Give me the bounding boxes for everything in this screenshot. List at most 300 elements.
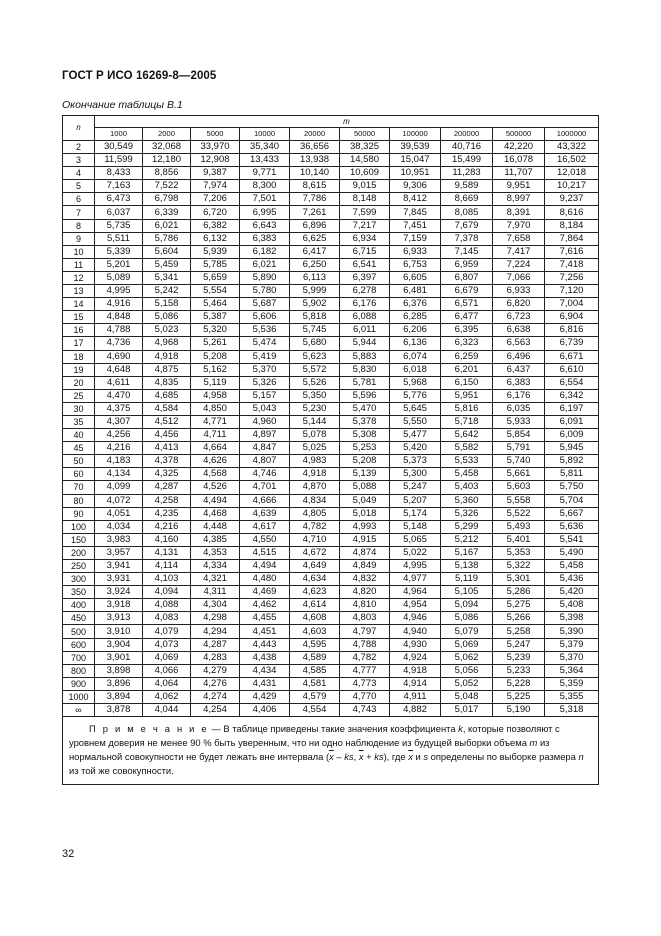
k-value-cell: 4,954	[390, 599, 441, 612]
k-value-cell: 5,968	[390, 376, 441, 389]
k-value-cell: 4,088	[143, 599, 191, 612]
k-value-cell: 9,306	[390, 180, 441, 193]
k-value-cell: 5,490	[545, 546, 599, 559]
k-value-cell: 4,664	[191, 442, 240, 455]
k-value-cell: 4,131	[143, 546, 191, 559]
k-value-cell: 4,777	[340, 664, 390, 677]
k-value-cell: 4,603	[290, 625, 340, 638]
k-value-cell: 5,355	[545, 690, 599, 703]
k-value-cell: 5,522	[493, 507, 545, 520]
k-value-cell: 4,550	[240, 533, 290, 546]
k-value-cell: 4,805	[290, 507, 340, 520]
k-value-cell: 4,918	[390, 664, 441, 677]
k-value-cell: 6,933	[493, 285, 545, 298]
k-value-cell: 6,605	[390, 271, 441, 284]
table-row	[63, 494, 599, 507]
k-value-cell: 5,636	[545, 520, 599, 533]
k-value-cell: 6,933	[390, 245, 441, 258]
k-value-cell: 5,023	[143, 324, 191, 337]
table-row	[63, 298, 599, 311]
k-value-cell: 7,974	[191, 180, 240, 193]
k-value-cell: 6,021	[240, 258, 290, 271]
k-value-cell: 6,481	[390, 285, 441, 298]
k-value-cell: 4,589	[290, 651, 340, 664]
k-value-cell: 7,522	[143, 180, 191, 193]
table-row	[63, 167, 599, 180]
k-value-cell: 5,370	[240, 363, 290, 376]
k-value-cell: 5,086	[143, 311, 191, 324]
k-value-cell: 4,274	[191, 690, 240, 703]
k-value-cell: 5,228	[493, 677, 545, 690]
k-value-cell: 4,797	[340, 625, 390, 638]
k-value-cell: 11,707	[493, 167, 545, 180]
k-value-cell: 4,850	[191, 402, 240, 415]
k-value-cell: 33,970	[191, 141, 240, 154]
note-text: и	[412, 751, 424, 763]
m-value-header: 500000	[493, 128, 545, 141]
k-value-cell: 4,924	[390, 651, 441, 664]
k-value-cell: 6,037	[95, 206, 143, 219]
k-value-cell: 5,339	[95, 245, 143, 258]
n-value-cell: 2	[63, 141, 95, 154]
table-row	[63, 664, 599, 677]
k-value-cell: 5,811	[545, 468, 599, 481]
k-value-cell: 4,480	[240, 573, 290, 586]
k-value-cell: 5,158	[143, 298, 191, 311]
k-value-cell: 4,849	[340, 560, 390, 573]
k-value-cell: 4,788	[95, 324, 143, 337]
note-var-n: n	[578, 751, 584, 763]
k-value-cell: 5,025	[290, 442, 340, 455]
n-value-cell: 11	[63, 258, 95, 271]
k-value-cell: 42,220	[493, 141, 545, 154]
k-value-cell: 8,616	[545, 206, 599, 219]
k-value-cell: 16,078	[493, 154, 545, 167]
k-value-cell: 4,585	[290, 664, 340, 677]
k-value-cell: 4,940	[390, 625, 441, 638]
k-value-cell: 4,034	[95, 520, 143, 533]
k-value-cell: 5,474	[240, 337, 290, 350]
n-value-cell: 3	[63, 154, 95, 167]
k-value-cell: 4,771	[191, 415, 240, 428]
n-value-cell: 90	[63, 507, 95, 520]
k-value-cell: 4,254	[191, 704, 240, 717]
k-value-cell: 5,645	[390, 402, 441, 415]
k-value-cell: 5,326	[441, 507, 493, 520]
note-var-ks: ks	[374, 751, 384, 763]
k-value-cell: 4,710	[290, 533, 340, 546]
k-value-cell: 4,468	[191, 507, 240, 520]
n-value-cell: 18	[63, 350, 95, 363]
table-row	[63, 690, 599, 703]
k-value-cell: 5,089	[95, 271, 143, 284]
k-value-cell: 9,015	[340, 180, 390, 193]
k-value-cell: 5,341	[143, 271, 191, 284]
table-row	[63, 481, 599, 494]
k-value-cell: 6,496	[493, 350, 545, 363]
k-value-cell: 5,247	[390, 481, 441, 494]
k-value-cell: 4,581	[290, 677, 340, 690]
k-value-cell: 5,052	[441, 677, 493, 690]
n-value-cell: 7	[63, 206, 95, 219]
k-value-cell: 4,782	[290, 520, 340, 533]
k-value-cell: 4,512	[143, 415, 191, 428]
k-value-cell: 4,968	[143, 337, 191, 350]
k-value-cell: 4,413	[143, 442, 191, 455]
k-value-cell: 6,011	[340, 324, 390, 337]
k-value-cell: 7,159	[390, 232, 441, 245]
note-row	[63, 717, 599, 785]
k-value-cell: 4,103	[143, 573, 191, 586]
k-value-cell: 7,864	[545, 232, 599, 245]
coefficient-table	[62, 115, 599, 785]
k-value-cell: 5,687	[240, 298, 290, 311]
n-value-cell: 150	[63, 533, 95, 546]
k-value-cell: 6,625	[290, 232, 340, 245]
k-value-cell: 4,614	[290, 599, 340, 612]
k-value-cell: 4,378	[143, 455, 191, 468]
k-value-cell: 5,062	[441, 651, 493, 664]
k-value-cell: 7,845	[390, 206, 441, 219]
k-value-cell: 5,139	[340, 468, 390, 481]
k-value-cell: 6,807	[441, 271, 493, 284]
table-row	[63, 520, 599, 533]
k-value-cell: 5,558	[493, 494, 545, 507]
k-value-cell: 6,477	[441, 311, 493, 324]
k-value-cell: 7,206	[191, 193, 240, 206]
k-value-cell: 5,470	[340, 402, 390, 415]
k-value-cell: 5,403	[441, 481, 493, 494]
k-value-cell: 4,072	[95, 494, 143, 507]
k-value-cell: 4,875	[143, 363, 191, 376]
table-row	[63, 638, 599, 651]
k-value-cell: 12,908	[191, 154, 240, 167]
k-value-cell: 8,300	[240, 180, 290, 193]
k-value-cell: 4,443	[240, 638, 290, 651]
m-value-header: 2000	[143, 128, 191, 141]
k-value-cell: 4,847	[240, 442, 290, 455]
n-value-cell: 19	[63, 363, 95, 376]
k-value-cell: 6,959	[441, 258, 493, 271]
k-value-cell: 8,615	[290, 180, 340, 193]
k-value-cell: 4,066	[143, 664, 191, 677]
note-text: , которые позволяют с уровнем доверия не менее 90 % быть уверенным, что ни одно наблюдение из будущей выборки объема	[69, 723, 560, 749]
k-value-cell: 5,401	[493, 533, 545, 546]
k-value-cell: 7,224	[493, 258, 545, 271]
k-value-cell: 4,044	[143, 704, 191, 717]
note-text: ,	[353, 751, 359, 763]
k-value-cell: 6,250	[290, 258, 340, 271]
k-value-cell: 5,201	[95, 258, 143, 271]
k-value-cell: 5,022	[390, 546, 441, 559]
k-value-cell: 5,704	[545, 494, 599, 507]
k-value-cell: 4,073	[143, 638, 191, 651]
n-value-cell: 20	[63, 376, 95, 389]
k-value-cell: 5,230	[290, 402, 340, 415]
k-value-cell: 5,776	[390, 389, 441, 402]
k-value-cell: 8,412	[390, 193, 441, 206]
n-value-cell: 500	[63, 625, 95, 638]
k-value-cell: 4,470	[95, 389, 143, 402]
k-value-cell: 5,162	[191, 363, 240, 376]
k-value-cell: 6,541	[340, 258, 390, 271]
k-value-cell: 6,643	[240, 219, 290, 232]
table-row	[63, 704, 599, 717]
k-value-cell: 7,066	[493, 271, 545, 284]
table-row	[63, 560, 599, 573]
k-value-cell: 3,924	[95, 586, 143, 599]
k-value-cell: 10,217	[545, 180, 599, 193]
k-value-cell: 5,370	[545, 651, 599, 664]
k-value-cell: 4,062	[143, 690, 191, 703]
k-value-cell: 6,383	[240, 232, 290, 245]
k-value-cell: 6,896	[290, 219, 340, 232]
k-value-cell: 4,455	[240, 612, 290, 625]
k-value-cell: 5,390	[545, 625, 599, 638]
k-value-cell: 4,287	[143, 481, 191, 494]
k-value-cell: 10,140	[290, 167, 340, 180]
note-var-s: s	[423, 751, 429, 763]
k-value-cell: 4,462	[240, 599, 290, 612]
k-value-cell: 4,666	[240, 494, 290, 507]
k-value-cell: 5,791	[493, 442, 545, 455]
table-row	[63, 599, 599, 612]
k-value-cell: 4,626	[191, 455, 240, 468]
k-value-cell: 4,515	[240, 546, 290, 559]
table-row	[63, 442, 599, 455]
table-row	[63, 258, 599, 271]
k-value-cell: 5,049	[340, 494, 390, 507]
m-values-row	[63, 128, 599, 141]
k-value-cell: 5,018	[340, 507, 390, 520]
k-value-cell: 14,580	[340, 154, 390, 167]
k-value-cell: 6,342	[545, 389, 599, 402]
k-value-cell: 4,746	[240, 468, 290, 481]
k-value-cell: 6,638	[493, 324, 545, 337]
k-value-cell: 4,672	[290, 546, 340, 559]
k-value-cell: 4,914	[390, 677, 441, 690]
table-row	[63, 586, 599, 599]
k-value-cell: 4,353	[191, 546, 240, 559]
k-value-cell: 4,334	[191, 560, 240, 573]
k-value-cell: 5,939	[191, 245, 240, 258]
k-value-cell: 4,216	[95, 442, 143, 455]
table-row	[63, 337, 599, 350]
k-value-cell: 4,634	[290, 573, 340, 586]
k-value-cell: 5,818	[290, 311, 340, 324]
k-value-cell: 7,599	[340, 206, 390, 219]
k-value-cell: 5,785	[191, 258, 240, 271]
k-value-cell: 4,406	[240, 704, 290, 717]
k-value-cell: 13,433	[240, 154, 290, 167]
k-value-cell: 6,753	[390, 258, 441, 271]
n-value-cell: 9	[63, 232, 95, 245]
table-row	[63, 311, 599, 324]
k-value-cell: 4,685	[143, 389, 191, 402]
k-value-cell: 5,353	[493, 546, 545, 559]
k-value-cell: 5,781	[340, 376, 390, 389]
k-value-cell: 5,148	[390, 520, 441, 533]
note-text: ), где	[383, 751, 409, 763]
k-value-cell: 5,364	[545, 664, 599, 677]
k-value-cell: 5,606	[240, 311, 290, 324]
k-value-cell: 6,339	[143, 206, 191, 219]
table-row	[63, 154, 599, 167]
m-value-header: 1000000	[545, 128, 599, 141]
k-value-cell: 4,911	[390, 690, 441, 703]
table-row	[63, 389, 599, 402]
k-value-cell: 5,056	[441, 664, 493, 677]
k-value-cell: 5,144	[290, 415, 340, 428]
k-value-cell: 4,568	[191, 468, 240, 481]
k-value-cell: 8,433	[95, 167, 143, 180]
k-value-cell: 3,941	[95, 560, 143, 573]
k-value-cell: 5,105	[441, 586, 493, 599]
table-row	[63, 271, 599, 284]
k-value-cell: 4,325	[143, 468, 191, 481]
k-value-cell: 4,294	[191, 625, 240, 638]
k-value-cell: 5,459	[143, 258, 191, 271]
k-value-cell: 4,431	[240, 677, 290, 690]
n-value-cell: 900	[63, 677, 95, 690]
k-value-cell: 4,451	[240, 625, 290, 638]
m-column-header: m	[95, 116, 599, 128]
table-row	[63, 429, 599, 442]
k-value-cell: 6,009	[545, 429, 599, 442]
k-value-cell: 8,085	[441, 206, 493, 219]
k-value-cell: 4,736	[95, 337, 143, 350]
k-value-cell: 6,571	[441, 298, 493, 311]
k-value-cell: 5,373	[390, 455, 441, 468]
k-value-cell: 5,266	[493, 612, 545, 625]
k-value-cell: 4,995	[95, 285, 143, 298]
k-value-cell: 6,176	[493, 389, 545, 402]
k-value-cell: 4,649	[290, 560, 340, 573]
k-value-cell: 9,387	[191, 167, 240, 180]
k-value-cell: 10,609	[340, 167, 390, 180]
k-value-cell: 4,079	[143, 625, 191, 638]
n-value-cell: 45	[63, 442, 95, 455]
k-value-cell: 4,977	[390, 573, 441, 586]
k-value-cell: 5,242	[143, 285, 191, 298]
table-row	[63, 350, 599, 363]
m-value-header: 1000	[95, 128, 143, 141]
k-value-cell: 4,930	[390, 638, 441, 651]
k-value-cell: 4,782	[340, 651, 390, 664]
k-value-cell: 4,870	[290, 481, 340, 494]
table-row	[63, 507, 599, 520]
k-value-cell: 6,437	[493, 363, 545, 376]
k-value-cell: 5,088	[340, 481, 390, 494]
n-value-cell: 80	[63, 494, 95, 507]
k-value-cell: 4,385	[191, 533, 240, 546]
m-value-header: 100000	[390, 128, 441, 141]
table-row	[63, 402, 599, 415]
k-value-cell: 7,501	[240, 193, 290, 206]
k-value-cell: 6,136	[390, 337, 441, 350]
k-value-cell: 40,716	[441, 141, 493, 154]
k-value-cell: 3,901	[95, 651, 143, 664]
k-value-cell: 5,419	[240, 350, 290, 363]
k-value-cell: 5,320	[191, 324, 240, 337]
k-value-cell: 4,160	[143, 533, 191, 546]
k-value-cell: 5,892	[545, 455, 599, 468]
k-value-cell: 4,993	[340, 520, 390, 533]
k-value-cell: 5,119	[441, 573, 493, 586]
k-value-cell: 5,680	[290, 337, 340, 350]
k-value-cell: 5,526	[290, 376, 340, 389]
k-value-cell: 5,225	[493, 690, 545, 703]
k-value-cell: 4,216	[143, 520, 191, 533]
k-value-cell: 5,190	[493, 704, 545, 717]
k-value-cell: 4,623	[290, 586, 340, 599]
n-value-cell: 400	[63, 599, 95, 612]
k-value-cell: 6,563	[493, 337, 545, 350]
k-value-cell: 5,854	[493, 429, 545, 442]
k-value-cell: 12,180	[143, 154, 191, 167]
k-value-cell: 5,477	[390, 429, 441, 442]
k-value-cell: 4,810	[340, 599, 390, 612]
k-value-cell: 4,235	[143, 507, 191, 520]
k-value-cell: 5,350	[290, 389, 340, 402]
n-value-cell: 4	[63, 167, 95, 180]
k-value-cell: 4,639	[240, 507, 290, 520]
k-value-cell: 5,299	[441, 520, 493, 533]
k-value-cell: 5,945	[545, 442, 599, 455]
k-value-cell: 5,286	[493, 586, 545, 599]
k-value-cell: 6,816	[545, 324, 599, 337]
k-value-cell: 5,554	[191, 285, 240, 298]
k-value-cell: 5,359	[545, 677, 599, 690]
k-value-cell: 6,554	[545, 376, 599, 389]
k-value-cell: 6,473	[95, 193, 143, 206]
k-value-cell: 4,183	[95, 455, 143, 468]
n-value-cell: 35	[63, 415, 95, 428]
k-value-cell: 6,259	[441, 350, 493, 363]
k-value-cell: 7,217	[340, 219, 390, 232]
table-row	[63, 677, 599, 690]
note-text: +	[363, 751, 375, 763]
k-value-cell: 4,064	[143, 677, 191, 690]
table-row	[63, 285, 599, 298]
k-value-cell: 15,047	[390, 154, 441, 167]
table-row	[63, 415, 599, 428]
k-value-cell: 4,690	[95, 350, 143, 363]
k-value-cell: 4,584	[143, 402, 191, 415]
k-value-cell: 5,275	[493, 599, 545, 612]
k-value-cell: 6,132	[191, 232, 240, 245]
k-value-cell: 4,279	[191, 664, 240, 677]
k-value-cell: 5,933	[493, 415, 545, 428]
k-value-cell: 4,298	[191, 612, 240, 625]
n-value-cell: 15	[63, 311, 95, 324]
k-value-cell: 5,043	[240, 402, 290, 415]
k-value-cell: 4,820	[340, 586, 390, 599]
n-value-cell: 200	[63, 546, 95, 559]
k-value-cell: 6,798	[143, 193, 191, 206]
k-value-cell: 6,723	[493, 311, 545, 324]
k-value-cell: 4,834	[290, 494, 340, 507]
k-value-cell: 4,051	[95, 507, 143, 520]
k-value-cell: 5,048	[441, 690, 493, 703]
k-value-cell: 5,261	[191, 337, 240, 350]
k-value-cell: 8,856	[143, 167, 191, 180]
k-value-cell: 4,283	[191, 651, 240, 664]
k-value-cell: 5,458	[441, 468, 493, 481]
n-value-cell: 350	[63, 586, 95, 599]
k-value-cell: 6,395	[441, 324, 493, 337]
k-value-cell: 5,436	[545, 573, 599, 586]
